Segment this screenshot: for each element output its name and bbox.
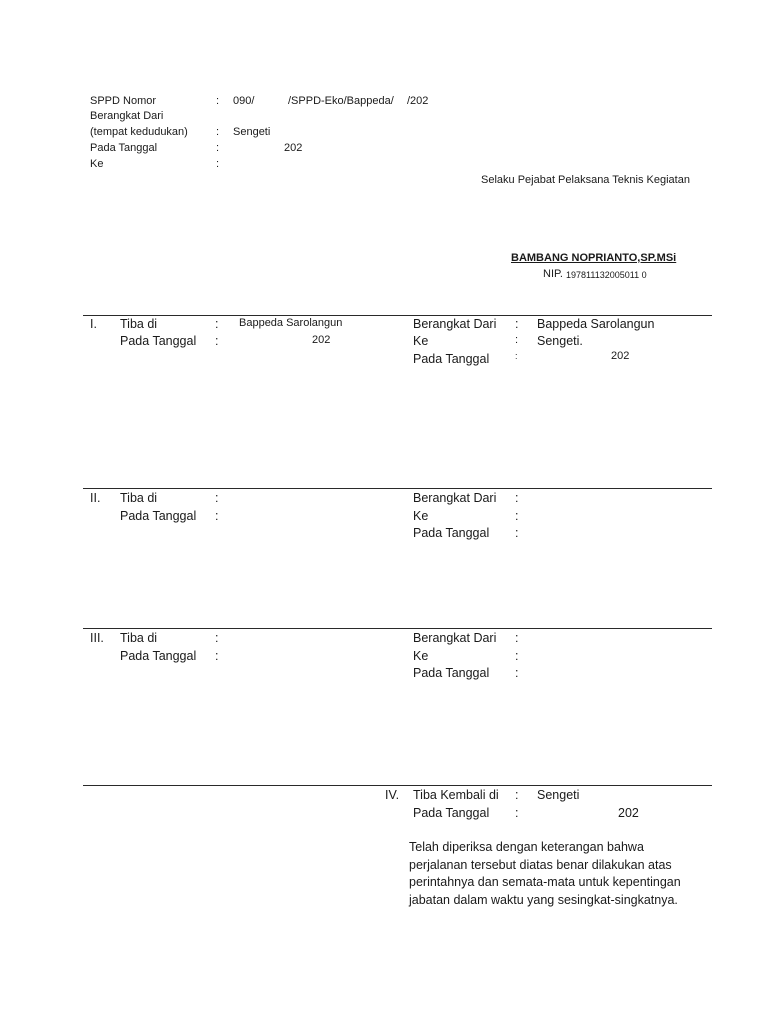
nip-label: NIP. xyxy=(543,268,563,280)
official-name xyxy=(511,253,676,264)
section-3-berangkat-label: Berangkat Dari xyxy=(413,631,497,645)
colon: : xyxy=(515,317,519,331)
section-2-rule xyxy=(83,488,712,489)
section-1-tiba-value: Bappeda Sarolangun xyxy=(239,317,343,329)
section-1-numeral: I. xyxy=(90,317,97,331)
section-1-right-tanggal-label: Pada Tanggal xyxy=(413,352,490,366)
colon: : xyxy=(216,158,220,170)
section-1-rule xyxy=(83,315,712,316)
colon: : xyxy=(515,334,519,346)
colon: : xyxy=(515,351,518,361)
section-1-ke-label: Ke xyxy=(413,334,429,348)
colon: : xyxy=(215,509,219,523)
section-3-tiba-label: Tiba di xyxy=(120,631,158,645)
colon: : xyxy=(515,491,519,505)
colon: : xyxy=(215,317,219,331)
sppd-nomor-part1: 090/ xyxy=(233,95,255,107)
colon: : xyxy=(515,806,519,820)
section-3-right-tanggal-label: Pada Tanggal xyxy=(413,666,490,680)
tempat-kedudukan-label: (tempat kedudukan) xyxy=(90,126,188,138)
colon: : xyxy=(215,631,219,645)
colon: : xyxy=(515,526,519,540)
pada-tanggal-value: 202 xyxy=(284,142,303,154)
section-2-berangkat-label: Berangkat Dari xyxy=(413,491,497,505)
sppd-nomor-part3: /202 xyxy=(407,95,429,107)
section-1-tanggal-value: 202 xyxy=(312,334,331,346)
sppd-nomor-label: SPPD Nomor xyxy=(90,95,157,107)
paragraph-line: perintahnya dan semata-mata untuk kepentingan xyxy=(409,875,681,889)
section-1-tanggal-label: Pada Tanggal xyxy=(120,334,197,348)
colon: : xyxy=(215,649,219,663)
pada-tanggal-label: Pada Tanggal xyxy=(90,142,158,154)
berangkat-dari-label: Berangkat Dari xyxy=(90,110,164,122)
colon: : xyxy=(216,95,220,107)
berangkat-dari-value: Sengeti xyxy=(233,126,271,138)
section-3-tanggal-label: Pada Tanggal xyxy=(120,649,197,663)
colon: : xyxy=(216,142,220,154)
colon: : xyxy=(515,509,519,523)
section-4-tiba-label: Tiba Kembali di xyxy=(413,788,499,802)
ke-label: Ke xyxy=(90,158,104,170)
section-3-rule xyxy=(83,628,712,629)
section-3-numeral: III. xyxy=(90,631,104,645)
paragraph-line: perjalanan tersebut diatas benar dilakukan atas xyxy=(409,857,672,872)
section-1-right-tanggal-value: 202 xyxy=(611,350,630,362)
colon: : xyxy=(515,788,519,802)
sppd-nomor-part2: /SPPD-Eko/Bappeda/ xyxy=(288,95,394,107)
section-2-numeral: II. xyxy=(90,491,101,505)
section-2-tanggal-label: Pada Tanggal xyxy=(120,509,197,523)
paragraph-line: Telah diperiksa dengan keterangan bahwa xyxy=(409,840,644,854)
section-1-berangkat-label: Berangkat Dari xyxy=(413,317,497,331)
section-2-ke-label: Ke xyxy=(413,509,429,523)
section-2-tiba-label: Tiba di xyxy=(120,491,158,505)
colon: : xyxy=(215,334,219,348)
section-1-ke-value: Sengeti. xyxy=(537,334,583,348)
colon: : xyxy=(215,491,219,505)
section-2-right-tanggal-label: Pada Tanggal xyxy=(413,526,490,540)
section-4-tanggal-label: Pada Tanggal xyxy=(413,806,490,820)
colon: : xyxy=(515,631,519,645)
section-1-tiba-label: Tiba di xyxy=(120,317,158,331)
nip-value: 197811132005011 0 xyxy=(566,270,647,280)
official-name-text: BAMBANG NOPRIANTO,SP.MSi xyxy=(511,252,677,264)
section-4-rule xyxy=(83,785,712,786)
colon: : xyxy=(515,666,519,680)
colon: : xyxy=(216,126,220,138)
verification-paragraph xyxy=(409,839,709,909)
official-title: Selaku Pejabat Pelaksana Teknis Kegiatan xyxy=(481,174,690,186)
section-4-numeral: IV. xyxy=(385,788,400,802)
section-3-ke-label: Ke xyxy=(413,649,429,663)
section-1-berangkat-value: Bappeda Sarolangun xyxy=(537,317,655,331)
section-4-tanggal-value: 202 xyxy=(618,806,639,820)
paragraph-line: jabatan dalam waktu yang sesingkat-singkatnya. xyxy=(409,892,678,907)
section-4-tiba-value: Sengeti xyxy=(537,788,580,802)
colon: : xyxy=(515,649,519,663)
